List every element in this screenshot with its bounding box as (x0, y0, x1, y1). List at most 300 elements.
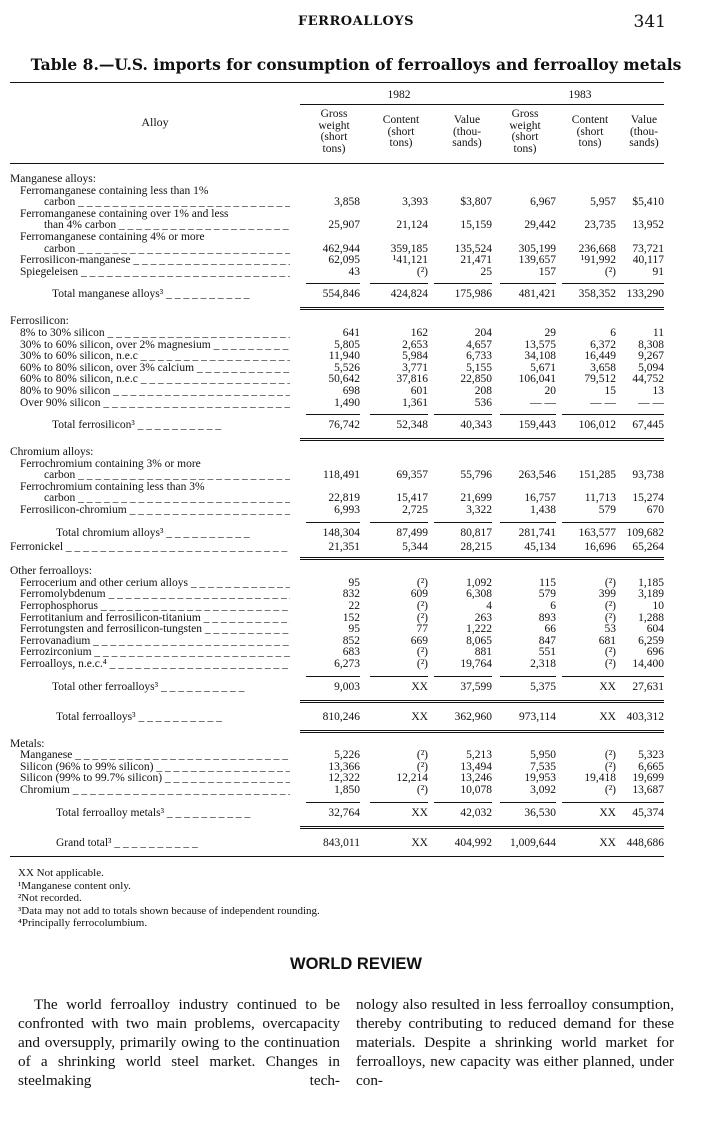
header-line: Value (630, 114, 658, 126)
cell-value: 6,665 (638, 760, 664, 773)
section-rule (300, 307, 664, 310)
cell-value: 15 (604, 384, 616, 397)
table-footnotes (18, 867, 320, 930)
header-line: weight (509, 119, 541, 132)
cell-value: (²) (416, 783, 428, 796)
row-label: 30% to 60% silicon, over 2% magnesium _ _ _ (20, 340, 290, 352)
cell-value: 2,318 (530, 658, 556, 670)
total-value: 362,960 (454, 710, 492, 723)
cell-value: 25,907 (328, 219, 360, 232)
cell-value: 6,372 (590, 338, 616, 351)
column-rule (614, 414, 664, 415)
footnote: ¹Manganese content only. (18, 879, 131, 892)
cell-value: (²) (604, 783, 616, 796)
total-label: Total chromium alloys³ _ _ _ _ _ _ _ _ _ _ (56, 526, 250, 539)
section-rule (300, 438, 664, 441)
cell-value: 847 (538, 634, 556, 647)
cell-value: 95 (348, 576, 360, 589)
total-value: 109,682 (626, 526, 664, 539)
cell-value: 65,264 (632, 540, 664, 553)
row-label: Ferromolybdenum _ _ _ (20, 589, 290, 601)
header-line: Content (382, 114, 420, 126)
column-rule (500, 676, 556, 677)
year-1982-header: 1982 (387, 89, 411, 101)
total-value: XX (599, 806, 616, 819)
row-label: Ferrocerium and other cerium alloys _ _ _ (20, 578, 290, 590)
cell-value: 29 (544, 326, 556, 339)
content-header-1982 (366, 115, 436, 150)
cell-value: 157 (538, 265, 556, 278)
cell-value: 13,952 (632, 219, 664, 232)
total-value: XX (599, 836, 616, 849)
cell-value: 21,699 (460, 492, 492, 505)
column-rule (614, 676, 664, 677)
column-rule (562, 802, 616, 803)
header-line: tons) (389, 137, 413, 149)
total-value: 403,312 (626, 710, 664, 723)
total-value: 27,631 (632, 680, 664, 693)
total-value: 133,290 (626, 288, 664, 301)
total-value: 358,352 (578, 288, 616, 301)
header-line: (short (387, 125, 415, 138)
total-row (10, 417, 664, 434)
column-rule (434, 802, 492, 803)
footnote: XX Not applicable. (18, 867, 104, 879)
year-1983-header: 1983 (568, 89, 592, 101)
cell-value: 462,944 (322, 242, 360, 255)
section-rule (300, 730, 664, 733)
table-row (10, 578, 664, 590)
cell-value: 3,189 (638, 588, 664, 601)
table-row (10, 624, 664, 636)
cell-value: 22,850 (460, 373, 492, 386)
header-line: tons) (578, 137, 602, 149)
row-label: Other ferroalloys: (10, 566, 93, 578)
section-rule (300, 826, 664, 829)
column-rule (370, 802, 428, 803)
column-rule (500, 283, 556, 284)
cell-value: 1,361 (402, 396, 428, 409)
cell-value: 1,490 (334, 396, 360, 409)
cell-value: 15,274 (632, 492, 664, 505)
column-rule (562, 676, 616, 677)
value-header-1982 (436, 115, 498, 150)
header-line: Gross (511, 108, 539, 120)
body-text-left-column (18, 995, 340, 1090)
cell-value: 5,957 (590, 196, 616, 209)
table-row (10, 197, 664, 209)
cell-value: 8,065 (466, 634, 492, 647)
cell-value: 21,351 (328, 540, 360, 553)
cell-value: — — (530, 396, 556, 409)
cell-value: 5,671 (530, 361, 556, 374)
cell-value: 5,094 (638, 361, 664, 374)
total-value: 481,421 (518, 288, 556, 301)
header-line: tons) (513, 142, 537, 155)
table-header (10, 85, 664, 163)
column-rule (370, 676, 428, 677)
cell-value: 55,796 (460, 469, 492, 482)
cell-value: 34,108 (524, 350, 556, 363)
row-label: Over 90% silicon _ _ _ (20, 398, 290, 410)
total-value: 106,012 (578, 419, 616, 432)
footnote: ²Not recorded. (18, 892, 82, 904)
cell-value: 3,092 (530, 783, 556, 796)
table-row (10, 220, 664, 232)
cell-value: 579 (598, 504, 616, 517)
total-label: Total manganese alloys³ _ _ _ _ _ _ _ _ _ _ (52, 288, 250, 301)
cell-value: 305,199 (518, 242, 556, 255)
cell-value: 115 (539, 576, 556, 589)
total-value: XX (411, 806, 428, 819)
section-heading: WORLD REVIEW (290, 955, 422, 973)
total-value: XX (411, 836, 428, 849)
cell-value: 604 (646, 623, 664, 636)
cell-value: 601 (410, 384, 428, 397)
header-line: (thou- (452, 125, 482, 138)
cell-value: 43 (348, 265, 360, 278)
row-label: Spiegeleisen _ _ _ (20, 267, 290, 279)
cell-value: 832 (342, 588, 360, 601)
cell-value: 236,668 (578, 242, 616, 255)
cell-value: 9,267 (638, 350, 664, 363)
row-label: Metals: (10, 738, 45, 750)
column-rule (306, 522, 360, 523)
cell-value: 7,535 (530, 760, 556, 773)
cell-value: 29,442 (524, 219, 556, 232)
column-rule (434, 283, 492, 284)
column-rule (500, 802, 556, 803)
table-row (10, 351, 664, 363)
total-value: 42,032 (460, 806, 492, 819)
total-row (10, 805, 664, 822)
cell-value: 5,213 (466, 749, 492, 762)
cell-value: 15,159 (460, 219, 492, 232)
table-row (10, 328, 664, 340)
column-rule (370, 283, 428, 284)
total-value: XX (599, 710, 616, 723)
total-row (10, 835, 664, 852)
footnote: ⁴Principally ferrocolumbium. (18, 917, 148, 929)
cell-value: 3,658 (590, 361, 616, 374)
cell-value: (²) (604, 658, 616, 670)
paragraph: The world ferroalloy industry continued to be confronted with two main problems, overcapacity and oversupply, primarily owing to the continuation of a shrinking world steel market. Changes in steelmaking tech- (18, 996, 340, 1089)
column-rule (500, 522, 556, 523)
total-value: 810,246 (322, 710, 360, 723)
cell-value: 5,344 (402, 540, 428, 553)
total-value: 404,992 (454, 836, 492, 849)
row-label: Ferrochromium containing 3% or more (20, 458, 201, 470)
cell-value: 536 (474, 396, 492, 409)
column-rule (306, 802, 360, 803)
cell-value: 5,805 (334, 338, 360, 351)
total-value: XX (599, 680, 616, 693)
table-row (10, 398, 664, 410)
table-row (10, 386, 664, 398)
header-line: sands) (452, 137, 482, 149)
table-row (10, 636, 664, 648)
header-line: (short (511, 131, 539, 143)
total-value: 87,499 (396, 526, 428, 539)
cell-value: (²) (416, 600, 428, 613)
row-label: Ferrosilicon-manganese _ _ _ (20, 255, 290, 267)
running-head (0, 12, 712, 34)
cell-value: 135,524 (454, 242, 492, 255)
cell-value: 893 (538, 611, 556, 624)
cell-value: (²) (416, 749, 428, 762)
total-value: 973,114 (519, 710, 556, 723)
cell-value: 50,642 (328, 373, 360, 386)
cell-value: 106,041 (518, 373, 556, 386)
cell-value: 3,322 (466, 504, 492, 517)
section-heading-row (10, 174, 664, 186)
cell-value: 5,155 (466, 361, 492, 374)
cell-value: 852 (342, 634, 360, 647)
body-text-right-column (356, 995, 674, 1090)
cell-value: (²) (604, 749, 616, 762)
section-rule (300, 700, 664, 703)
cell-value: 14,400 (632, 658, 664, 670)
cell-value: 151,285 (578, 469, 616, 482)
header-line: Value (453, 114, 481, 126)
cell-value: 669 (410, 634, 428, 647)
cell-value: (²) (416, 576, 428, 589)
column-rule (500, 414, 556, 415)
cell-value: 6,308 (466, 588, 492, 601)
total-value: 843,011 (323, 836, 360, 849)
total-label: Total other ferroalloys³ _ _ _ _ _ _ _ _ _ _ (52, 680, 245, 693)
cell-value: 1,438 (530, 504, 556, 517)
cell-value: 5,984 (402, 350, 428, 363)
cell-value: 13 (652, 384, 664, 397)
cell-value: 19,764 (460, 658, 492, 670)
total-value: 554,846 (322, 288, 360, 301)
table-row (10, 613, 664, 625)
row-label: Ferromanganese containing 4% or more (20, 231, 205, 243)
row-label: 60% to 80% silicon, n.e.c _ _ _ (20, 374, 290, 386)
header-line: (thou- (629, 125, 659, 138)
total-value: 67,445 (632, 419, 664, 432)
cell-value: 698 (342, 384, 360, 397)
header-line: Gross (320, 108, 348, 120)
cell-value: 6,259 (638, 634, 664, 647)
cell-value: 204 (474, 326, 492, 339)
cell-value: 25 (480, 265, 492, 278)
cell-value: 5,950 (530, 749, 556, 762)
total-label: Total ferrosilicon³ _ _ _ _ _ _ _ _ _ _ (52, 419, 222, 432)
section-heading-row (10, 447, 664, 459)
cell-value: 6,273 (334, 658, 360, 670)
cell-value: 11 (652, 326, 664, 339)
cell-value: (²) (416, 760, 428, 773)
cell-value: 359,185 (390, 242, 428, 255)
cell-value: 263 (474, 611, 492, 624)
cell-value: 12,214 (396, 772, 428, 785)
cell-value: 95 (348, 623, 360, 636)
cell-value: 5,323 (638, 749, 664, 762)
column-rule (306, 414, 360, 415)
cell-value: 139,657 (518, 254, 556, 267)
table-row (10, 374, 664, 386)
total-value: 5,375 (530, 680, 556, 693)
cell-value: 16,757 (524, 492, 556, 505)
row-label: Ferrotitanium and ferrosilicon-titanium _ _ _ (20, 613, 290, 625)
cell-value: 670 (646, 504, 664, 517)
row-label: Ferronickel _ _ _ (10, 542, 290, 554)
header-line: (short (576, 125, 604, 138)
cell-value: 683 (342, 646, 360, 659)
cell-value: — — (638, 396, 664, 409)
table-title: Table 8.—U.S. imports for consumption of ferroalloys and ferroalloy metals (30, 55, 682, 74)
cell-value: 1,185 (638, 576, 664, 589)
total-value: 36,530 (524, 806, 556, 819)
cell-value: 10 (652, 600, 664, 613)
cell-value: 3,771 (402, 361, 428, 374)
row-label: carbon _ _ _ (44, 470, 290, 482)
total-value: 32,764 (328, 806, 360, 819)
row-label: Ferroalloys, n.e.c.⁴ _ _ _ (20, 659, 290, 671)
row-label: Ferrovanadium _ _ _ (20, 636, 290, 648)
cell-value: 881 (474, 646, 492, 659)
row-label: Ferromanganese containing over 1% and less (20, 208, 229, 220)
year-header-rule (300, 104, 664, 105)
row-label: 60% to 80% silicon, over 3% calcium _ _ _ (20, 363, 290, 375)
cell-value: 1,222 (466, 623, 492, 636)
table-row (10, 542, 664, 554)
total-value: 76,742 (328, 419, 360, 432)
cell-value: 641 (342, 326, 360, 339)
cell-value: 13,366 (328, 760, 360, 773)
total-value: XX (411, 710, 428, 723)
table-top-rule (10, 82, 664, 83)
cell-value: 6 (550, 600, 556, 613)
cell-value: 93,738 (632, 469, 664, 482)
cell-value: 19,699 (632, 772, 664, 785)
cell-value: 10,078 (460, 783, 492, 796)
cell-value: 44,752 (632, 373, 664, 386)
cell-value: (²) (416, 265, 428, 278)
cell-value: (²) (604, 600, 616, 613)
cell-value: ¹91,992 (580, 254, 616, 267)
cell-value: 11,713 (584, 492, 616, 505)
column-rule (562, 414, 616, 415)
cell-value: 4,657 (466, 338, 492, 351)
cell-value: 551 (538, 646, 556, 659)
row-label: Ferrophosphorus _ _ _ (20, 601, 290, 613)
row-label: Silicon (96% to 99% silicon) _ _ _ (20, 762, 290, 774)
imports-table (10, 82, 664, 857)
running-title: FERROALLOYS (298, 14, 414, 29)
cell-value: (²) (604, 760, 616, 773)
cell-value: 1,092 (466, 576, 492, 589)
total-row (10, 709, 664, 726)
row-label: 30% to 60% silicon, n.e.c _ _ _ (20, 351, 290, 363)
total-value: 52,348 (396, 419, 428, 432)
table-row (10, 589, 664, 601)
total-value: 45,374 (632, 806, 664, 819)
column-rule (562, 283, 616, 284)
cell-value: 20 (544, 384, 556, 397)
cell-value: 208 (474, 384, 492, 397)
cell-value: 91 (652, 265, 664, 278)
cell-value: 13,494 (460, 760, 492, 773)
total-row (10, 679, 664, 696)
row-label: carbon _ _ _ (44, 244, 290, 256)
total-row (10, 525, 664, 542)
row-label: carbon _ _ _ (44, 197, 290, 209)
gross-weight-header-1983 (492, 109, 558, 155)
cell-value: 162 (410, 326, 428, 339)
row-label: Ferrosilicon: (10, 316, 69, 328)
column-rule (614, 522, 664, 523)
cell-value: 6,993 (334, 504, 360, 517)
cell-value: 5,226 (334, 749, 360, 762)
cell-value: 19,953 (524, 772, 556, 785)
row-label: 8% to 30% silicon _ _ _ (20, 328, 290, 340)
cell-value: 13,575 (524, 338, 556, 351)
column-rule (562, 522, 616, 523)
cell-value: 1,850 (334, 783, 360, 796)
total-value: 80,817 (460, 526, 492, 539)
cell-value: — — (590, 396, 616, 409)
cell-value: 13,687 (632, 783, 664, 796)
table-row (10, 267, 664, 279)
cell-value: 22,819 (328, 492, 360, 505)
column-rule (370, 522, 428, 523)
paragraph: nology also resulted in less ferroalloy consumption, thereby contributing to reduced demand for these materials. Despite a shrinking world market for ferroalloys, new capacity was either planned, under con- (356, 996, 674, 1089)
row-label: Manganese alloys: (10, 174, 96, 185)
cell-value: $3,807 (460, 196, 492, 209)
cell-value: 3,858 (334, 196, 360, 209)
column-rule (614, 283, 664, 284)
table-body (10, 174, 664, 857)
cell-value: 15,417 (396, 492, 428, 505)
page-number: 341 (633, 12, 666, 32)
cell-value: 62,095 (328, 254, 360, 267)
row-label: 80% to 90% silicon _ _ _ (20, 386, 290, 398)
cell-value: 16,696 (584, 540, 616, 553)
total-row (10, 286, 664, 303)
row-label: Silicon (99% to 99.7% silicon) _ _ _ (20, 773, 290, 785)
total-value: 37,599 (460, 680, 492, 693)
cell-value: (²) (604, 611, 616, 624)
cell-value: 1,288 (638, 611, 664, 624)
cell-value: (²) (604, 265, 616, 278)
table-bottom-rule (10, 856, 664, 857)
row-label: Chromium alloys: (10, 447, 94, 459)
header-line: sands) (629, 137, 659, 149)
cell-value: (²) (416, 611, 428, 624)
cell-value: (²) (416, 658, 428, 670)
total-label: Total ferroalloy metals³ _ _ _ _ _ _ _ _ _ _ (56, 806, 251, 819)
cell-value: (²) (416, 646, 428, 659)
total-value: 148,304 (322, 526, 360, 539)
column-rule (434, 676, 492, 677)
cell-value: 53 (604, 623, 616, 636)
cell-value: 66 (544, 623, 556, 636)
total-label: Total ferroalloys³ _ _ _ _ _ _ _ _ _ _ (56, 710, 222, 723)
cell-value: 73,721 (632, 242, 664, 255)
cell-value: 11,940 (328, 350, 360, 363)
cell-value: 22 (348, 600, 360, 613)
cell-value: 5,526 (334, 361, 360, 374)
value-header-1983 (616, 115, 672, 150)
cell-value: 21,471 (460, 254, 492, 267)
cell-value: 696 (646, 646, 664, 659)
total-value: 175,986 (454, 288, 492, 301)
cell-value: 118,491 (323, 469, 360, 482)
cell-value: 681 (598, 634, 616, 647)
